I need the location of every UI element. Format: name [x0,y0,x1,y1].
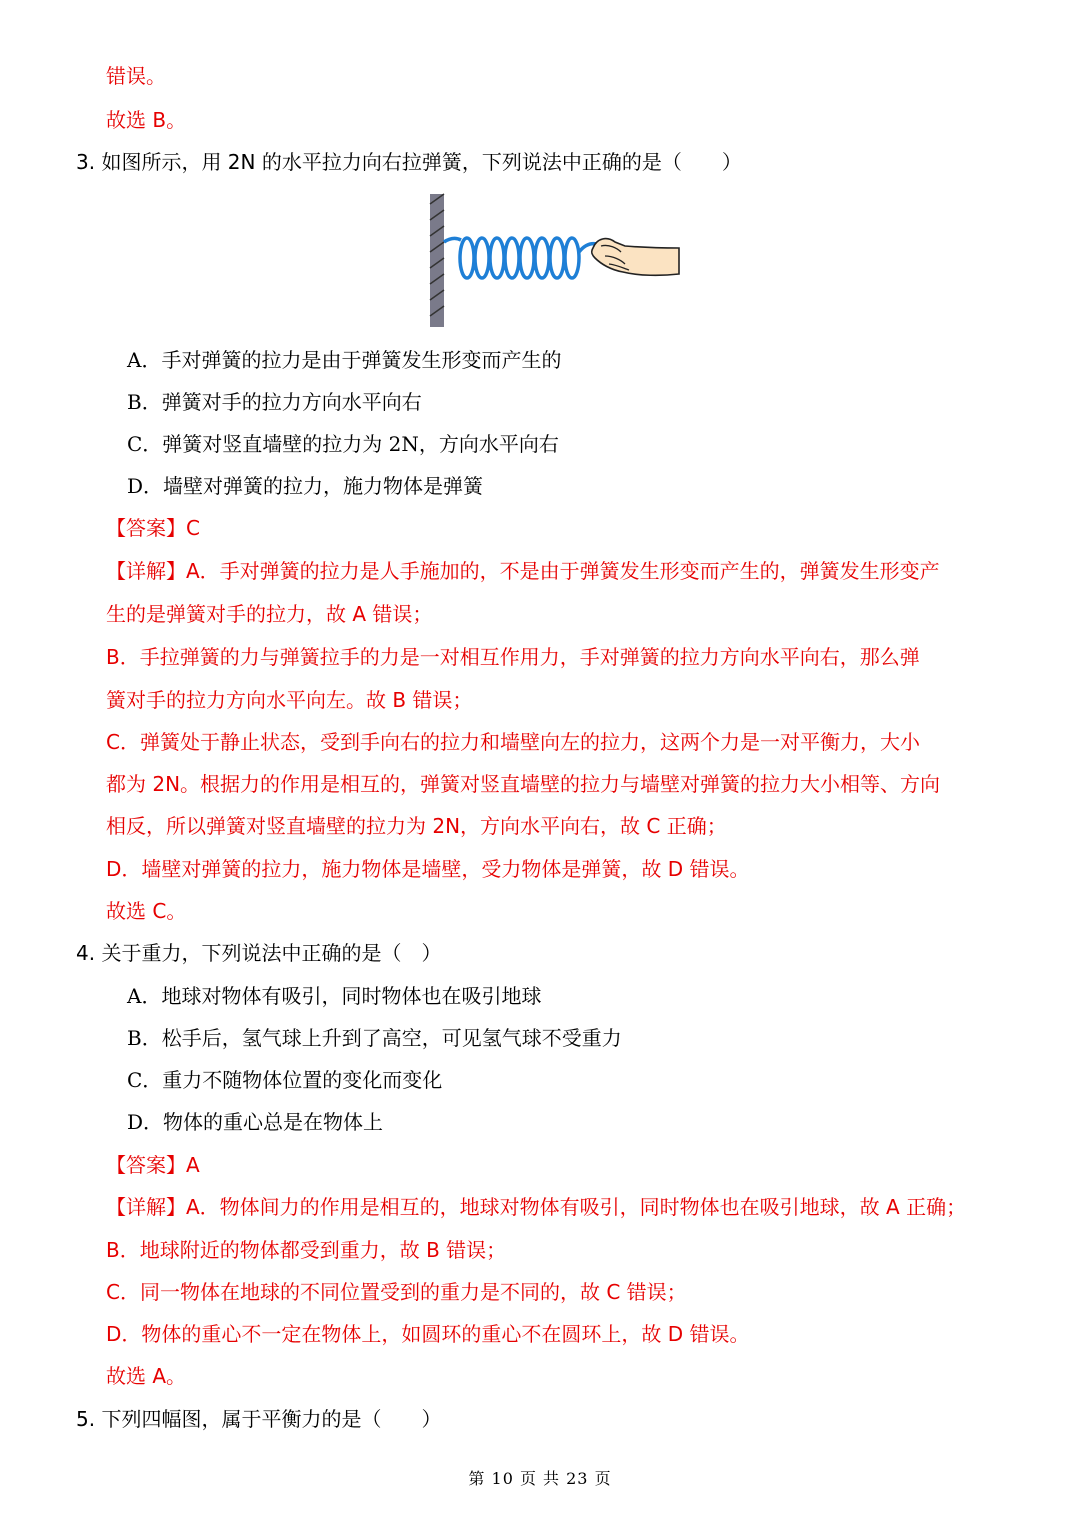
page-footer: 第 10 页 共 23 页 [468,1469,612,1488]
q4-explain-line: D．物体的重心不一定在物体上，如圆环的重心不在圆环上，故 D 错误。 [106,1322,750,1346]
q3-conclusion: 故选 C。 [106,899,187,923]
prev-explain-tail: 错误。 [106,64,166,88]
q4-answer: 【答案】A [106,1153,200,1177]
q3-answer: 【答案】C [106,516,200,540]
spring-figure [425,192,685,332]
question-3-stem: 3. 如图所示，用 2N 的水平拉力向右拉弹簧，下列说法中正确的是（ ） [76,150,742,174]
q4-option-a: A．地球对物体有吸引，同时物体也在吸引地球 [127,984,542,1008]
q3-option-b: B．弹簧对手的拉力方向水平向右 [127,390,422,414]
prev-conclusion: 故选 B。 [106,108,187,132]
q3-explain-line: 簧对手的拉力方向水平向左。故 B 错误； [106,688,473,712]
q4-explain-line: B．地球附近的物体都受到重力，故 B 错误； [106,1238,507,1262]
q3-explain-line: 【详解】A．手对弹簧的拉力是人手施加的，不是由于弹簧发生形变而产生的，弹簧发生形变产 [106,559,940,583]
question-5-stem: 5. 下列四幅图，属于平衡力的是（ ） [76,1407,442,1431]
q3-explain-line: D．墙壁对弹簧的拉力，施力物体是墙壁，受力物体是弹簧，故 D 错误。 [106,857,750,881]
q3-explain-line: 生的是弹簧对手的拉力，故 A 错误； [106,602,433,626]
q3-explain-line: 相反，所以弹簧对竖直墙壁的拉力为 2N，方向水平向右，故 C 正确； [106,814,727,838]
q3-option-d: D．墙壁对弹簧的拉力，施力物体是弹簧 [127,474,484,498]
q3-option-c: C．弹簧对竖直墙壁的拉力为 2N，方向水平向右 [127,432,559,456]
q4-option-d: D．物体的重心总是在物体上 [127,1110,384,1134]
q3-explain-line: C．弹簧处于静止状态，受到手向右的拉力和墙壁向左的拉力，这两个力是一对平衡力，大小 [106,730,920,754]
hand-shape [592,239,679,276]
q4-conclusion: 故选 A。 [106,1364,187,1388]
q4-option-b: B．松手后，氢气球上升到了高空，可见氢气球不受重力 [127,1026,622,1050]
q3-explain-line: B．手拉弹簧的力与弹簧拉手的力是一对相互作用力，手对弹簧的拉力方向水平向右，那么弹 [106,645,920,669]
question-4-stem: 4. 关于重力，下列说法中正确的是（ ） [76,941,442,965]
q3-explain-line: 都为 2N。根据力的作用是相互的，弹簧对竖直墙壁的拉力与墙壁对弹簧的拉力大小相等、方向 [106,772,941,796]
spring-coil [444,238,597,278]
q4-explain-line: 【详解】A．物体间力的作用是相互的，地球对物体有吸引，同时物体也在吸引地球，故 A 正确； [106,1195,967,1219]
q4-option-c: C．重力不随物体位置的变化而变化 [127,1068,443,1092]
q3-option-a: A．手对弹簧的拉力是由于弹簧发生形变而产生的 [127,348,562,372]
q4-explain-line: C．同一物体在地球的不同位置受到的重力是不同的，故 C 错误； [106,1280,687,1304]
